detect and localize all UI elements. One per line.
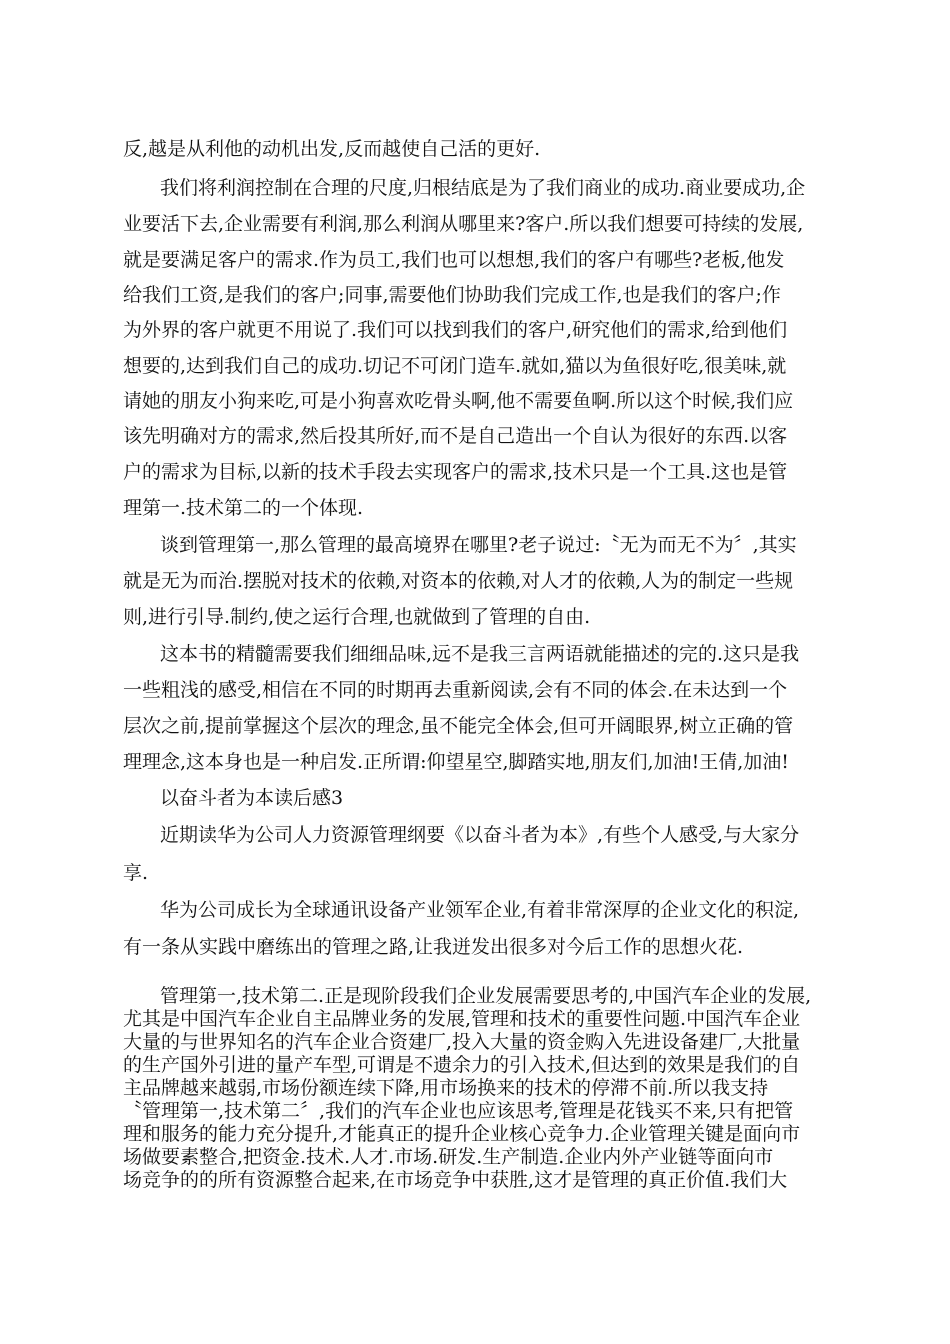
text-line: 就是要满足客户的需求.作为员工,我们也可以想想,我们的客户有哪些?老板,他发 [123, 249, 785, 271]
section-heading: 以奋斗者为本读后感3 [160, 787, 344, 809]
text-line: 户的需求为目标,以新的技术手段去实现客户的需求,技术只是一个工具.这也是管 [123, 461, 788, 483]
text-line: 谈到管理第一,那么管理的最高境界在哪里?老子说过:〝无为而无不为〞,其实 [160, 534, 797, 556]
text-line: 想要的,达到我们自己的成功.切记不可闭门造车.就如,猫以为鱼很好吃,很美味,就 [123, 355, 787, 377]
text-line: 请她的朋友小狗来吃,可是小狗喜欢吃骨头啊,他不需要鱼啊.所以这个时候,我们应 [123, 390, 794, 412]
text-line: 大量的与世界知名的汽车企业合资建厂,投入大量的资金购入先进设备建厂,大批量 [123, 1031, 801, 1053]
text-line: 理理念,这本身也是一种启发.正所谓:仰望星空,脚踏实地,朋友们,加油!王倩,加油! [123, 751, 789, 773]
text-line: 这本书的精髓需要我们细细品味,远不是我三言两语就能描述的完的.这只是我 [160, 643, 800, 665]
text-line: 反,越是从利他的动机出发,反而越使自己活的更好. [123, 138, 541, 160]
text-line: 给我们工资,是我们的客户;同事,需要他们协助我们完成工作,也是我们的客户;作 [123, 284, 781, 306]
text-line: 理和服务的能力充分提升,才能真正的提升企业核心竞争力.企业管理关键是面向市 [123, 1123, 801, 1145]
text-line: 则,进行引导.制约,使之运行合理,也就做到了管理的自由. [123, 606, 591, 628]
text-line: 层次之前,提前掌握这个层次的理念,虽不能完全体会,但可开阔眼界,树立正确的管 [123, 715, 794, 737]
text-line: 就是无为而治.摆脱对技术的依赖,对资本的依赖,对人才的依赖,人为的制定一些规 [123, 570, 794, 592]
text-line: 〝管理第一,技术第二〞,我们的汽车企业也应该思考,管理是花钱买不来,只有把管 [123, 1100, 794, 1122]
text-line: 华为公司成长为全球通讯设备产业领军企业,有着非常深厚的企业文化的积淀, [160, 899, 800, 921]
text-line: 场做要素整合,把资金.技术.人才.市场.研发.生产制造.企业内外产业链等面向市 [123, 1146, 774, 1168]
text-line: 管理第一,技术第二.正是现阶段我们企业发展需要思考的,中国汽车企业的发展, [160, 985, 812, 1007]
text-line: 一些粗浅的感受,相信在不同的时期再去重新阅读,会有不同的体会.在未达到一个 [123, 679, 788, 701]
text-line: 有一条从实践中磨练出的管理之路,让我迸发出很多对今后工作的思想火花. [123, 936, 744, 958]
text-line: 尤其是中国汽车企业自主品牌业务的发展,管理和技术的重要性问题.中国汽车企业 [123, 1008, 801, 1030]
text-line: 理第一.技术第二的一个体现. [123, 497, 364, 519]
text-line: 我们将利润控制在合理的尺度,归根结底是为了我们商业的成功.商业要成功,企 [160, 177, 806, 199]
text-line: 场竞争的的所有资源整合起来,在市场竞争中获胜,这才是管理的真正价值.我们大 [123, 1169, 788, 1191]
text-line: 该先明确对方的需求,然后投其所好,而不是自己造出一个自认为很好的东西.以客 [123, 425, 788, 447]
text-line: 为外界的客户就更不用说了.我们可以找到我们的客户,研究他们的需求,给到他们 [123, 319, 788, 341]
text-line: 的生产国外引进的量产车型,可谓是不遗余力的引入技术,但达到的效果是我们的自 [123, 1054, 801, 1076]
text-line: 近期读华为公司人力资源管理纲要《以奋斗者为本》,有些个人感受,与大家分 [160, 824, 800, 846]
text-line: 业要活下去,企业需要有利润,那么利润从哪里来?客户.所以我们想要可持续的发展, [123, 213, 804, 235]
text-line: 主品牌越来越弱,市场份额连续下降,用市场换来的技术的停滞不前.所以我支持 [123, 1077, 769, 1099]
text-line: 享. [123, 862, 149, 884]
